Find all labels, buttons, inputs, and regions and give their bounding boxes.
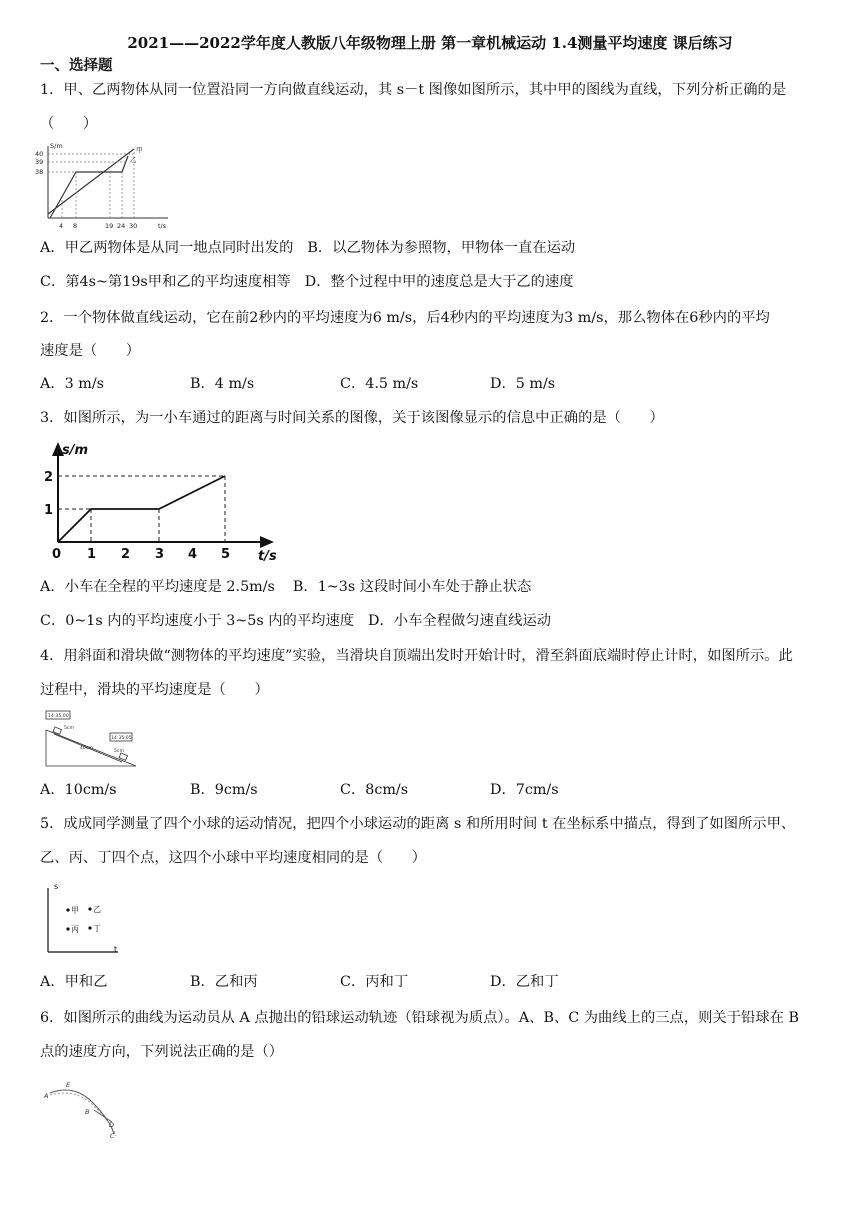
q3-xlabel: t/s (258, 549, 277, 564)
q1-label-yi: 乙 (130, 156, 137, 164)
q1-xtick-24: 24 (117, 222, 126, 230)
page-title: 2021——2022学年度人教版八年级物理上册 第一章机械运动 1.4测量平均速度 课后练习 (127, 34, 733, 52)
q5-label-jia: 甲 (71, 906, 79, 915)
q5-point-jia (66, 908, 69, 911)
q4-time-end: 14:35:05 (111, 736, 132, 741)
q5-option-a[interactable]: A．甲和乙 (40, 974, 108, 990)
q4-option-c[interactable]: C．8cm/s (340, 782, 409, 798)
q1-ytick-40: 40 (35, 150, 44, 158)
q5-option-c[interactable]: C．丙和丁 (340, 974, 409, 990)
q5-point-ding (88, 926, 91, 929)
q5-option-b[interactable]: B．乙和丙 (190, 974, 258, 990)
q3-option-a[interactable]: A．小车在全程的平均速度是 2.5m/s (40, 579, 275, 595)
q3-stem: 3．如图所示，为一小车通过的距离与时间关系的图像，关于该图像显示的信息中正确的是（ ） (40, 410, 664, 426)
q1-xtick-19: 19 (105, 222, 114, 230)
q5-label-ding: 丁 (93, 924, 101, 933)
q4-stem-line1: 4．用斜面和滑块做“测物体的平均速度”实验，当滑块自顶端出发时开始计时，滑至斜面底端时停止计时，如图所示。此 (40, 648, 793, 664)
q1-option-b[interactable]: B．以乙物体为参照物，甲物体一直在运动 (307, 240, 576, 256)
q6-stem-line2: 点的速度方向，下列说法正确的是（） (40, 1044, 284, 1060)
q3-option-b[interactable]: B．1~3s 这段时间小车处于静止状态 (292, 579, 532, 595)
q6-trajectory-figure (40, 1078, 126, 1142)
q3-xtick-1: 1 (87, 547, 97, 562)
q4-time-start: 14:35:00 (48, 714, 69, 719)
q1-options-row2 (40, 272, 832, 292)
q3-xtick-3: 3 (155, 547, 165, 562)
q6-stem-line1: 6．如图所示的曲线为运动员从 A 点抛出的铅球运动轨迹（铅球视为质点）。A、B、C 为曲线上的三点，则关于铅球在 B (40, 1010, 799, 1026)
q3-options-row2 (40, 611, 832, 631)
q3-ylabel: s/m (62, 443, 89, 458)
q3-st-graph (40, 436, 280, 568)
q4-stem-line2: 过程中，滑块的平均速度是（ ） (40, 682, 269, 698)
q3-xtick-4: 4 (188, 547, 198, 562)
q3-ytick-1: 1 (44, 503, 54, 518)
q6-label-a: A (44, 1092, 49, 1100)
q2-stem-line1: 2．一个物体做直线运动，它在前2秒内的平均速度为6 m/s，后4秒内的平均速度为3 m/s，那么物体在6秒内的平均 (40, 310, 770, 326)
q3-options-row1 (40, 577, 832, 597)
q5-ylabel: s (54, 882, 59, 891)
section-heading: 一、选择题 (40, 57, 113, 74)
q1-xtick-30: 30 (129, 222, 138, 230)
q2-option-a[interactable]: A．3 m/s (40, 376, 104, 392)
q5-point-bing (66, 927, 69, 930)
q4-option-a[interactable]: A．10cm/s (40, 782, 117, 798)
q1-stem-line1: 1．甲、乙两物体从同一位置沿同一方向做直线运动，其 s－t 图像如图所示，其中甲的图线为直线，下列分析正确的是 (40, 82, 787, 98)
q5-label-bing: 丙 (71, 925, 79, 934)
q1-ytick-39: 39 (35, 158, 44, 166)
q5-stem-line1: 5．成成同学测量了四个小球的运动情况，把四个小球运动的距离 s 和所用时间 t 在坐标系中描点，得到了如图所示甲、 (40, 816, 796, 832)
q6-label-e: E (66, 1081, 71, 1089)
q3-xtick-5: 5 (221, 547, 231, 562)
q4-len-mid: 40cm (80, 746, 93, 751)
q1-stem-line2: （ ） (40, 116, 98, 132)
q5-st-graph (40, 878, 122, 958)
q5-stem-line2: 乙、丙、丁四个点，这四个小球中平均速度相同的是（ ） (40, 850, 427, 866)
q2-stem-line2: 速度是（ ） (40, 343, 141, 359)
q6-label-c: C (110, 1132, 115, 1140)
q1-option-d[interactable]: D．整个过程中甲的速度总是大于乙的速度 (304, 274, 574, 290)
q2-option-c[interactable]: C．4.5 m/s (340, 376, 419, 392)
q5-point-yi (88, 907, 91, 910)
q1-st-graph (30, 140, 175, 232)
q5-label-yi: 乙 (93, 905, 101, 914)
q6-label-d: D (109, 1121, 115, 1129)
q2-option-d[interactable]: D．5 m/s (490, 376, 556, 392)
q4-len-bottom: 5cm (114, 749, 124, 754)
q3-xtick-2: 2 (121, 547, 131, 562)
q2-option-b[interactable]: B．4 m/s (190, 376, 255, 392)
q1-xtick-4: 4 (59, 222, 64, 230)
q3-ytick-2: 2 (44, 470, 54, 485)
q4-option-d[interactable]: D．7cm/s (490, 782, 559, 798)
q3-option-d[interactable]: D．小车全程做匀速直线运动 (368, 613, 552, 629)
q4-incline-figure (44, 708, 140, 772)
q3-xtick-0: 0 (52, 547, 62, 562)
q3-option-c[interactable]: C．0~1s 内的平均速度小于 3~5s 内的平均速度 (40, 613, 355, 629)
q1-options-row1 (40, 238, 832, 258)
q5-xlabel: t (114, 945, 118, 954)
q1-label-jia: 甲 (136, 146, 143, 154)
q1-xlabel: t/s (158, 222, 167, 230)
q1-ytick-38: 38 (35, 168, 44, 176)
q6-label-b: B (85, 1108, 90, 1116)
q4-len-top: 5cm (64, 726, 74, 731)
q1-ylabel: S/m (50, 142, 63, 150)
q1-xtick-8: 8 (73, 222, 78, 230)
q4-option-b[interactable]: B．9cm/s (190, 782, 258, 798)
q5-option-d[interactable]: D．乙和丁 (490, 974, 559, 990)
q1-option-c[interactable]: C．第4s~第19s甲和乙的平均速度相等 (40, 274, 291, 290)
q1-option-a[interactable]: A．甲乙两物体是从同一地点同时出发的 (40, 240, 294, 256)
